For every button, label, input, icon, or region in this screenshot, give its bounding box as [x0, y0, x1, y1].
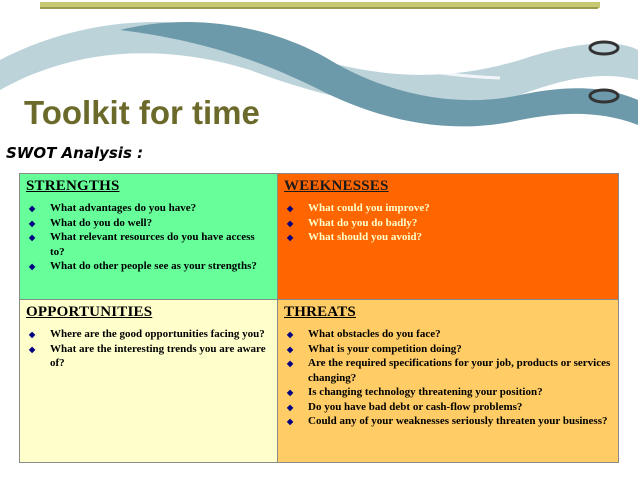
opportunities-cell: [20, 300, 278, 462]
list-item: [26, 259, 271, 274]
list-item-text: What should you avoid?: [308, 231, 423, 243]
list-item: [284, 230, 612, 245]
diamond-bullet-icon: ◆: [287, 402, 294, 412]
section-subtitle: SWOT Analysis :: [6, 144, 144, 162]
diamond-bullet-icon: ◆: [287, 417, 294, 426]
list-item: [26, 327, 271, 342]
weaknesses-list: [284, 201, 612, 245]
diamond-bullet-icon: ◆: [287, 218, 294, 228]
weaknesses-heading: WEEKNESSES: [284, 178, 389, 194]
list-item-text: What relevant resources do you have access to?: [50, 231, 255, 258]
list-item-text: What do you do badly?: [308, 216, 418, 229]
strengths-list: [26, 201, 271, 274]
diamond-bullet-icon: ◆: [287, 233, 294, 242]
threats-cell: [278, 300, 618, 462]
swot-table: [19, 173, 619, 463]
list-item: [284, 201, 612, 216]
list-item-text: What obstacles do you face?: [308, 328, 441, 340]
page-title: Toolkit for time: [24, 94, 260, 131]
diamond-bullet-icon: ◆: [287, 388, 294, 397]
diamond-bullet-icon: ◆: [29, 262, 36, 271]
list-item: [284, 327, 612, 342]
strengths-heading: STRENGTHS: [26, 178, 120, 194]
opportunities-list: [26, 327, 271, 371]
list-item-text: What could you improve?: [308, 202, 430, 214]
threats-heading: THREATS: [284, 304, 356, 320]
list-item: [284, 216, 612, 231]
list-item: [284, 356, 612, 385]
list-item-text: What do other people see as your strengths?: [50, 260, 257, 272]
list-item-text: Are the required specifications for your job, products or services changing?: [308, 357, 611, 384]
diamond-bullet-icon: ◆: [29, 233, 36, 242]
diamond-bullet-icon: ◆: [29, 330, 36, 339]
list-item-text: What do you do well?: [50, 216, 153, 229]
list-item: [284, 400, 612, 415]
diamond-bullet-icon: ◆: [29, 204, 36, 213]
list-item: [26, 201, 271, 216]
list-item: [284, 414, 612, 429]
list-item-text: Could any of your weaknesses seriously threaten your business?: [308, 415, 608, 427]
diamond-bullet-icon: ◆: [287, 344, 294, 354]
list-item-text: Where are the good opportunities facing you?: [50, 328, 265, 340]
list-item-text: Is changing technology threatening your position?: [308, 386, 543, 398]
list-item: [26, 230, 271, 259]
list-item-text: Do you have bad debt or cash-flow problems?: [308, 400, 523, 413]
weaknesses-cell: [278, 174, 618, 300]
list-item: [284, 342, 612, 357]
list-item-text: What advantages do you have?: [50, 202, 197, 214]
strengths-cell: [20, 174, 278, 300]
list-item: [26, 342, 271, 371]
diamond-bullet-icon: ◆: [287, 359, 294, 368]
diamond-bullet-icon: ◆: [29, 344, 36, 354]
diamond-bullet-icon: ◆: [287, 330, 294, 339]
diamond-bullet-icon: ◆: [287, 204, 294, 213]
threats-list: [284, 327, 612, 429]
opportunities-heading: OPPORTUNITIES: [26, 304, 153, 320]
list-item: [26, 216, 271, 231]
list-item-text: What is your competition doing?: [308, 342, 462, 355]
list-item: [284, 385, 612, 400]
list-item-text: What are the interesting trends you are aware of?: [50, 342, 266, 369]
diamond-bullet-icon: ◆: [29, 218, 36, 228]
